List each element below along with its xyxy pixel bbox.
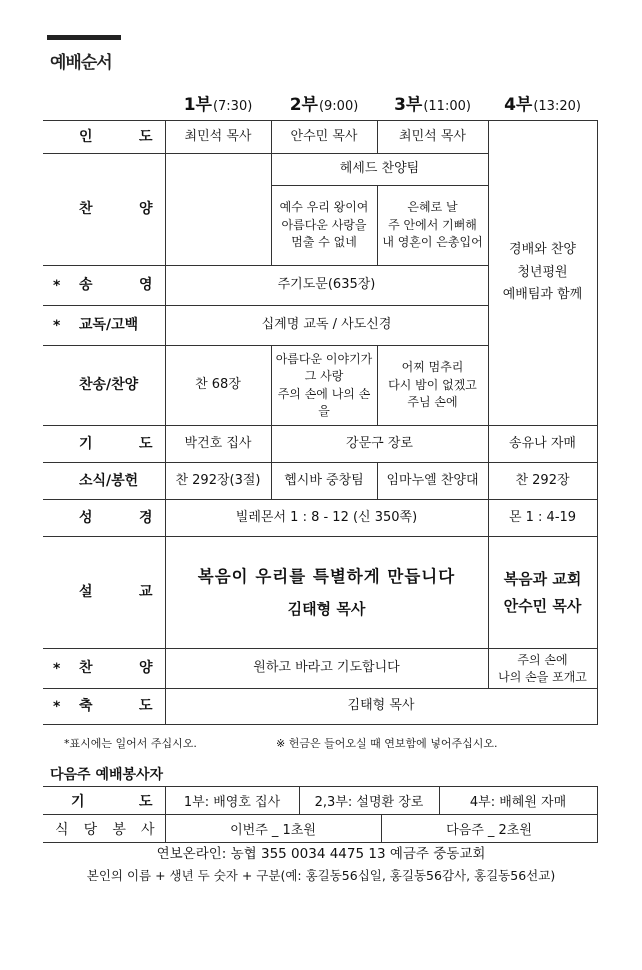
next-cafeteria-this: 이번주 _ 1초원 <box>165 815 381 843</box>
cell-praise-1 <box>165 154 271 266</box>
cell-prayer-4: 송유나 자매 <box>488 426 597 463</box>
service-time: (7:30) <box>212 99 253 114</box>
service-name: 2부 <box>289 95 318 115</box>
label-scripture: 성 경 <box>43 500 165 537</box>
label-sermon: 설 교 <box>43 537 165 649</box>
next-label-cafeteria: 식 당 봉 사 <box>43 815 165 843</box>
service-time: (13:20) <box>533 99 581 114</box>
next-week-title: 다음주 예배봉사자 <box>50 767 164 783</box>
cell-sermon-4 <box>488 537 597 649</box>
bank-info: 연보온라인: 농협 355 0034 4475 13 예금주 중동교회 <box>156 846 486 862</box>
note-stand: *표시에는 일어서 주십시오. <box>64 737 197 750</box>
next-week-table <box>43 786 598 815</box>
cell-scripture-123: 빌레몬서 1 : 8 - 12 (신 350쪽) <box>165 500 488 537</box>
s4-line: 예배팀과 함께 <box>502 287 583 303</box>
row-benediction <box>43 689 597 725</box>
cell-s4-merged <box>488 121 597 426</box>
service-name: 3부 <box>394 95 423 115</box>
cell-intro-3: 최민석 목사 <box>377 121 488 154</box>
cell-hymn-1: 찬 68장 <box>165 346 271 426</box>
row-closing-song <box>43 649 597 689</box>
cell-closing-song-4: 주의 손에 나의 손을 포개고 <box>488 649 597 689</box>
cell-news-4: 찬 292장 <box>488 463 597 500</box>
next-prayer-23: 2,3부: 설명환 장로 <box>299 787 439 815</box>
row-news <box>43 463 597 500</box>
cell-praise-2: 예수 우리 왕이여 아름다운 사랑을 멈출 수 없네 <box>271 186 377 266</box>
cell-intro-2: 안수민 목사 <box>271 121 377 154</box>
s4-line: 경배와 찬양 <box>509 241 576 257</box>
cell-praise-team: 헤세드 찬양팀 <box>271 154 488 186</box>
cell-intro-1: 최민석 목사 <box>165 121 271 154</box>
section-bar <box>47 35 121 40</box>
next-label-prayer: 기 도 <box>43 787 165 815</box>
row-scripture <box>43 500 597 537</box>
cell-news-3: 임마누엘 찬양대 <box>377 463 488 500</box>
label-praise: 찬 양 <box>43 154 165 266</box>
sermon-title: 복음이 우리를 특별하게 만듭니다 <box>197 566 456 586</box>
cell-creed: 십계명 교독 / 사도신경 <box>165 306 488 346</box>
cell-scripture-4: 몬 1 : 4-19 <box>488 500 597 537</box>
label-doxology: * 송 영 <box>43 266 165 306</box>
cell-closing-song-123: 원하고 바라고 기도합니다 <box>165 649 488 689</box>
worship-order-table <box>43 120 598 725</box>
service-header-1 <box>165 90 271 118</box>
label-creed: * 교독/고백 <box>43 306 165 346</box>
next-week-table-2 <box>43 814 598 843</box>
row-prayer <box>43 426 597 463</box>
service-time: (11:00) <box>423 99 471 114</box>
next-row-prayer <box>43 787 597 815</box>
next-cafeteria-next: 다음주 _ 2초원 <box>381 815 597 843</box>
service-name: 4부 <box>504 95 533 115</box>
cell-sermon-123 <box>165 537 488 649</box>
cell-praise-3: 은혜로 날 주 안에서 기뻐해 내 영혼이 은총입어 <box>377 186 488 266</box>
cell-news-2: 헵시바 중창팀 <box>271 463 377 500</box>
bank-note: 본인의 이름 + 생년 두 숫자 + 구분(예: 홍길동56십일, 홍길동56감사, 홍길동56선교) <box>86 868 556 883</box>
service-header-4 <box>488 90 597 118</box>
next-prayer-1: 1부: 배영호 집사 <box>165 787 299 815</box>
label-benediction: * 축 도 <box>43 689 165 725</box>
service-header-3 <box>377 90 488 118</box>
note-offering: ※ 헌금은 들어오실 때 연보함에 넣어주십시오. <box>276 737 498 750</box>
service-time: (9:00) <box>318 99 359 114</box>
cell-doxology: 주기도문(635장) <box>165 266 488 306</box>
sermon4-preacher: 안수민 목사 <box>503 596 582 615</box>
service-header-2 <box>271 90 377 118</box>
next-prayer-4: 4부: 배혜원 자매 <box>439 787 597 815</box>
row-sermon <box>43 537 597 649</box>
label-closing-song: * 찬 양 <box>43 649 165 689</box>
s4-line: 청년평원 <box>517 264 568 280</box>
sermon4-title: 복음과 교회 <box>503 569 582 588</box>
cell-benediction: 김태형 목사 <box>165 689 597 725</box>
section-title: 예배순서 <box>50 53 112 73</box>
cell-prayer-23: 강문구 장로 <box>271 426 488 463</box>
service-name: 1부 <box>183 95 212 115</box>
cell-hymn-2: 아름다운 이야기가 그 사랑 주의 손에 나의 손을 <box>271 346 377 426</box>
label-intro: 인 도 <box>43 121 165 154</box>
next-row-cafeteria <box>43 815 597 843</box>
cell-hymn-3: 어찌 멈추리 다시 밤이 없겠고 주님 손에 <box>377 346 488 426</box>
label-prayer: 기 도 <box>43 426 165 463</box>
sermon-preacher: 김태형 목사 <box>287 599 366 618</box>
cell-news-1: 찬 292장(3절) <box>165 463 271 500</box>
row-intro <box>43 121 597 154</box>
cell-prayer-1: 박건호 집사 <box>165 426 271 463</box>
label-news: 소식/봉헌 <box>43 463 165 500</box>
label-hymn: 찬송/찬양 <box>43 346 165 426</box>
